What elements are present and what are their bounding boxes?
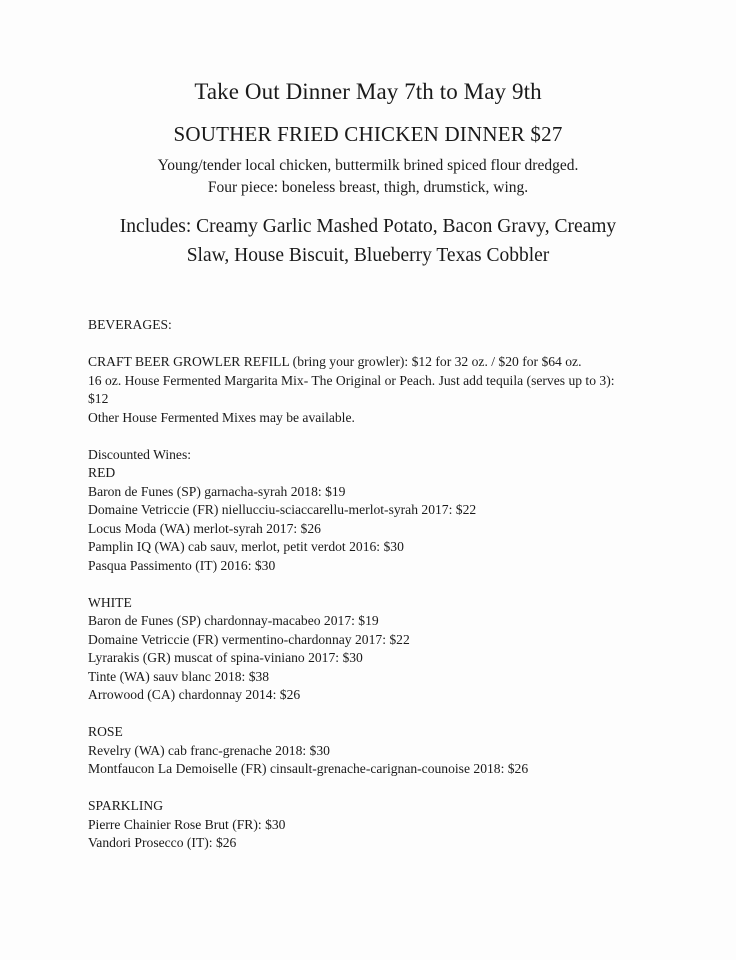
white-wine-item: Tinte (WA) sauv blanc 2018: $38 bbox=[88, 668, 270, 684]
dish-description-line-2: Four piece: boneless breast, thigh, drumstick, wing. bbox=[207, 179, 529, 196]
red-wine-item: Locus Moda (WA) merlot-syrah 2017: $26 bbox=[88, 520, 321, 536]
beverages-heading: BEVERAGES: bbox=[88, 317, 172, 332]
beverages-and-wines-section bbox=[88, 316, 708, 853]
page-title: Take Out Dinner May 7th to May 9th bbox=[194, 79, 542, 104]
rose-wine-item: Montfaucon La Demoiselle (FR) cinsault-grenache-carignan-counoise 2018: $26 bbox=[88, 761, 529, 776]
includes-line-1: Includes: Creamy Garlic Mashed Potato, Bacon Gravy, Creamy bbox=[119, 216, 617, 237]
beverage-line: $12 bbox=[88, 391, 109, 406]
beverage-line: Other House Fermented Mixes may be available. bbox=[88, 409, 355, 425]
spacer bbox=[88, 335, 708, 354]
beverage-line: 16 oz. House Fermented Margarita Mix- The Original or Peach. Just add tequila (serves up to 3): bbox=[88, 372, 615, 388]
includes-line-2: Slaw, House Biscuit, Blueberry Texas Cobbler bbox=[186, 245, 550, 266]
spacer bbox=[88, 779, 708, 798]
wines-heading: Discounted Wines: bbox=[88, 446, 192, 462]
red-wine-item: Pasqua Passimento (IT) 2016: $30 bbox=[88, 557, 276, 573]
spacer bbox=[88, 575, 708, 594]
white-wine-item: Lyrarakis (GR) muscat of spina-viniano 2017: $30 bbox=[88, 650, 363, 665]
white-wine-item: Arrowood (CA) chardonnay 2014: $26 bbox=[88, 687, 301, 702]
red-wine-item: Domaine Vetriccie (FR) niellucciu-sciaccarellu-merlot-syrah 2017: $22 bbox=[88, 502, 477, 517]
red-wine-label: RED bbox=[88, 465, 116, 480]
spacer bbox=[88, 705, 708, 724]
red-wine-item: Pamplin IQ (WA) cab sauv, merlot, petit verdot 2016: $30 bbox=[88, 539, 404, 554]
sparkling-wine-label: SPARKLING bbox=[88, 798, 164, 813]
sparkling-wine-item: Vandori Prosecco (IT): $26 bbox=[88, 835, 237, 850]
rose-wine-item: Revelry (WA) cab franc-grenache 2018: $30 bbox=[88, 742, 330, 758]
red-wine-item: Baron de Funes (SP) garnacha-syrah 2018: $19 bbox=[88, 483, 346, 499]
dish-description-line-1: Young/tender local chicken, buttermilk brined spiced flour dredged. bbox=[157, 157, 579, 174]
sparkling-wine-item: Pierre Chainier Rose Brut (FR): $30 bbox=[88, 816, 286, 832]
white-wine-label: WHITE bbox=[88, 594, 132, 610]
white-wine-item: Baron de Funes (SP) chardonnay-macabeo 2017: $19 bbox=[88, 613, 379, 628]
beverage-line: CRAFT BEER GROWLER REFILL (bring your growler): $12 for 32 oz. / $20 for $64 oz. bbox=[88, 354, 582, 369]
white-wine-item: Domaine Vetriccie (FR) vermentino-chardonnay 2017: $22 bbox=[88, 631, 410, 647]
spacer bbox=[88, 427, 708, 446]
dish-title: SOUTHER FRIED CHICKEN DINNER $27 bbox=[173, 122, 563, 146]
rose-wine-label: ROSE bbox=[88, 724, 123, 739]
